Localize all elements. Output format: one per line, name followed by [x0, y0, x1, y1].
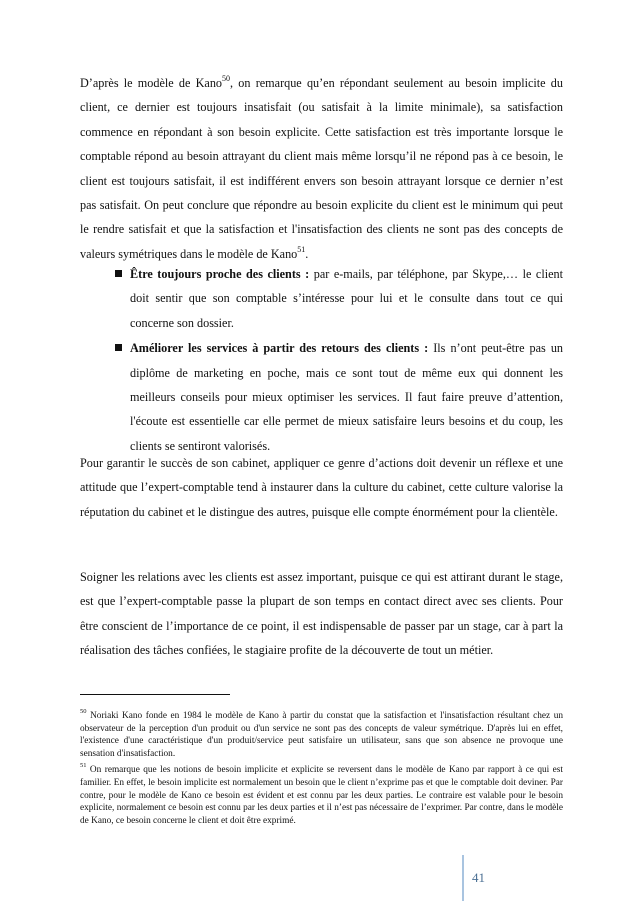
- footnote-ref-51[interactable]: 51: [297, 244, 306, 254]
- footnote-number: 50: [80, 707, 87, 715]
- bullet-title: Améliorer les services à partir des retours des clients :: [130, 341, 429, 356]
- list-item: [130, 336, 563, 458]
- paragraph-text: , on remarque qu’en répondant seulement au besoin implicite du client, ce dernier est toujours insatisfait (ou satisfait à la limite minimale), sa satisfaction commence en répondant à son besoin explicite. Cette satisfaction est très importante lorsque le comptable répond au besoin attrayant du client mais même lorsqu’il ne répond pas à ce besoin, le client est toujours satisfait, il est indifférent envers son besoin attrayant lorsque ce dernier n’est pas satisfait. On peut conclure que répondre au besoin explicite du client est le minimum qui peut le rendre satisfait et que la satisfaction et l'insatisfaction des clients ne sont pas des concepts de valeurs symétriques dans le modèle de Kano: [80, 76, 563, 261]
- footnote-51: [80, 764, 563, 827]
- paragraph-client-relations: Soigner les relations avec les clients est assez important, puisque ce qui est attirant durant le stage, est que l’expert-comptable passe la plupart de son temps en contact direct avec ses clients. Pour être conscient de l’importance de ce point, il est indispensable de passer par un stage, car à part la réalisation des tâches confiées, le stagiaire profite de la découverte de tout un métier.: [80, 570, 563, 658]
- footnote-separator: [80, 694, 230, 695]
- paragraph-text: D’après le modèle de Kano: [80, 76, 223, 90]
- footnote-text: On remarque que les notions de besoin implicite et explicite se reversent dans le modèle de Kano par rapport à ce qui est familier. En effet, le besoin implicite est normalement un besoin que le client n’exprime pas et que le comptable doit deviner. Par contre, pour le modèle de Kano ce besoin est évident et est connu par les deux parties. Le contraire est valable pour le besoin explicite, normalement ce besoin est connu par les deux parties et il n’est pas nécessaire de l’exprimer. Par contre, dans le modèle de Kano, ce besoin concerne le client et doit être exprimé.: [80, 765, 563, 826]
- page-number-bar: [462, 855, 464, 901]
- square-bullet-icon: [115, 344, 122, 351]
- bullet-text: Ils n’ont peut-être pas un diplôme de marketing en poche, mais ce sont tout de même eux qui donnent les meilleurs conseils pour mieux optimiser les services. Il faut faire preuve d’attention, l'écoute est essentielle car elle permet de mieux satisfaire leurs besoins et du coup, les clients se sentiront valorisés.: [130, 341, 564, 453]
- page-number: 41: [472, 870, 485, 885]
- footnotes: [80, 707, 563, 831]
- bullet-title: Être toujours proche des clients :: [130, 267, 310, 281]
- paragraph-cabinet-success: Pour garantir le succès de son cabinet, appliquer ce genre d’actions doit devenir un réflexe et une attitude que l’expert-comptable tend à instaurer dans la culture du cabinet, cette culture valorise la réputation du cabinet et le distingue des autres, puisque elle compte énormément pour la clientèle.: [80, 456, 563, 519]
- paragraph-text: .: [305, 246, 309, 261]
- footnote-50: [80, 707, 563, 760]
- bullet-list: [130, 262, 563, 459]
- paragraph-kano-model: [80, 71, 563, 266]
- square-bullet-icon: [115, 270, 122, 277]
- bullet-text: par e-mails, par téléphone, par Skype,… le client doit sentir que son comptable s’intéresse pour lui et le consulte dans tout ce qui concerne son dossier.: [130, 267, 563, 330]
- footnote-text: Noriaki Kano fonde en 1984 le modèle de Kano à partir du constat que la satisfaction et l'insatisfaction résultant chez un observateur de la perception d'un produit ou d'un service ne sont pas des concepts de valeur symétrique. D'après lui en effet, l'existence d'une caractéristique d'un produit/service peut satisfaire un utilisateur, sans que son absence ne provoque une sensation d'insatisfaction.: [80, 711, 563, 759]
- footnote-ref-50[interactable]: 50: [222, 73, 231, 83]
- list-item: [130, 262, 563, 335]
- footnote-number: 51: [80, 762, 87, 770]
